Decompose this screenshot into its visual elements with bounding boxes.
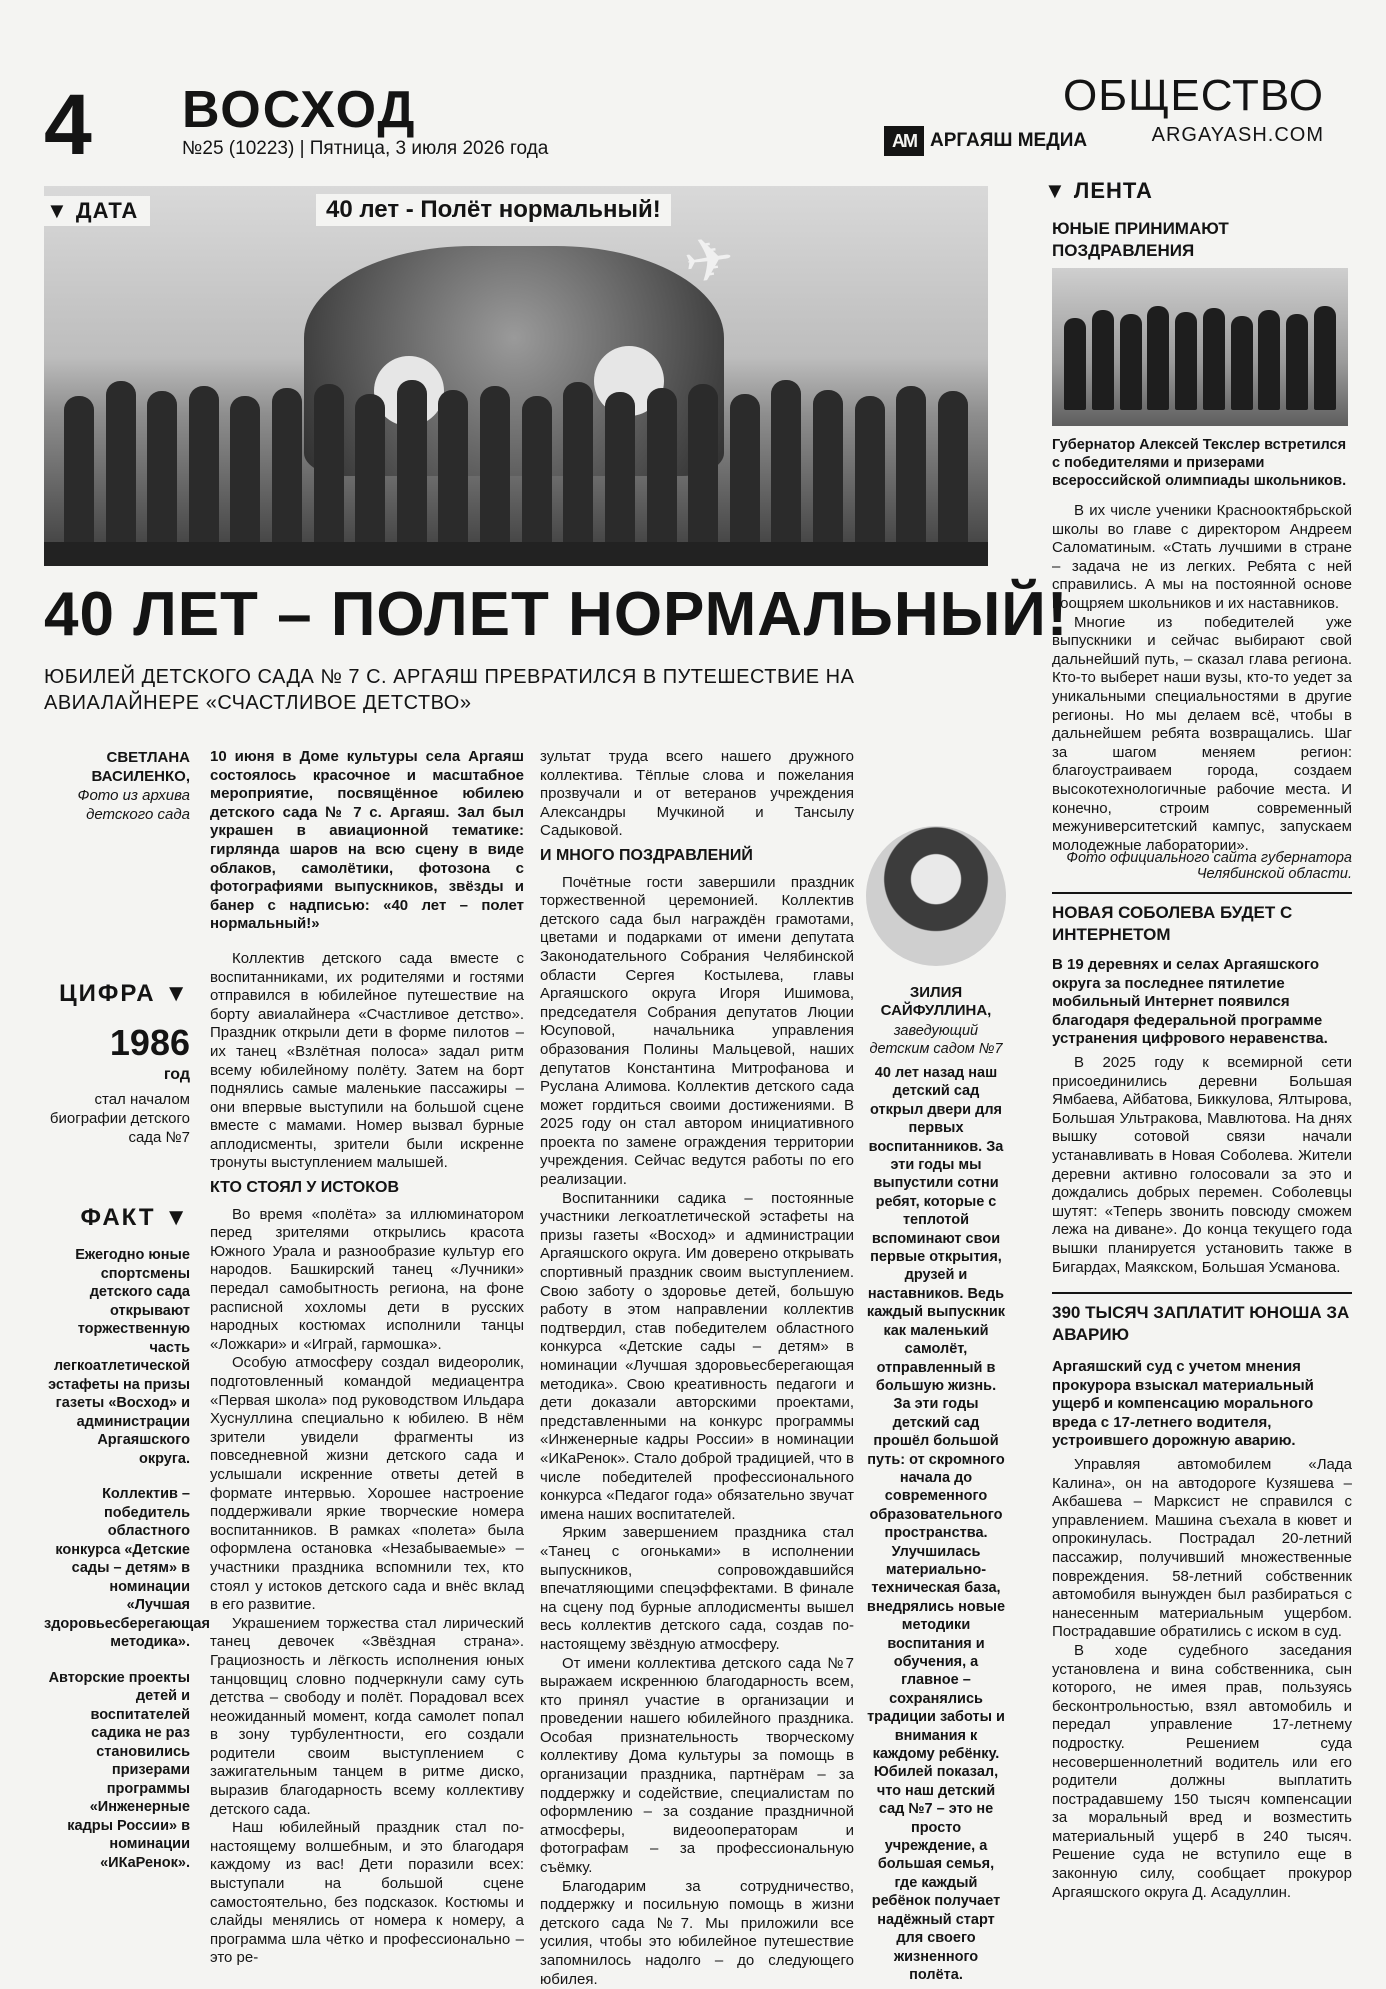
chevron-down-icon: ▼ bbox=[46, 198, 69, 223]
lenta-heading-label: ЛЕНТА bbox=[1073, 178, 1153, 203]
fact-paragraph: Коллектив – победитель областного конкурса «Детские сады – детям» в номинации «Лучшая здоровьесберегающая методика». bbox=[44, 1486, 210, 1650]
portrait-quote: 40 лет назад наш детский сад открыл двери для первых воспитанников. За эти годы мы выпустили сотни ребят, которые с теплотой вспоминают свои первые открытия, друзей и наставников. Ведь каждый выпускник как маленький самолёт, отправленный в большую жизнь. За эти годы детский сад прошёл большой путь: от скромного начала до современного образовательного пространства. Улучшилась материально-техническая база, внедрялись новые методики воспитания и обучения, а главное – сохранялись традиции заботы и внимания к каждому ребёнку. Юбилей показал, что наш детский сад №7 – это не просто учреждение, а большая семья, где каждый ребёнок получает надёжный старт для своего жизненного полёта. bbox=[866, 1065, 1006, 1983]
article-paragraph: Украшением торжества стал лирический танец девочек «Звёздная страна». Грациозность и лёгкость исполнения юных танцовщиц словно подчеркнули саму суть детства – свободу и полёт. Порадовал всех неожиданный момент, когда самолет попал в зону турбулентности, его создали родители своим выступлением с зажигательным танцем в ритме диско, выразив благодарность всему коллективу детского сада. bbox=[210, 1614, 524, 1818]
article-subheading: КТО СТОЯЛ У ИСТОКОВ bbox=[210, 1179, 400, 1197]
author-name: СВЕТЛАНА ВАСИЛЕНКО, bbox=[91, 749, 190, 785]
news-paragraph: Многие из победителей уже выпускники и сейчас выбирают свой дальнейший путь, – сказал глава региона. Кто-то выберет наши вузы, кто-то уедет за уникальными специальностями в другие регионы. Но мы делаем всё, чтобы в дальнейшем ребята возвращались. Шаг за шагом меняем регион: благоустраиваем города, создаем высокотехнологичные рабочие места. И конечно, строим современный межуниверситетский кампус, запускаем молодежные лаборатории». bbox=[1052, 613, 1352, 854]
photo-credit: Фото из архива детского сада bbox=[77, 787, 190, 823]
issue-line: №25 (10223) | Пятница, 3 июля 2026 года bbox=[182, 138, 549, 159]
article-column-1 bbox=[210, 748, 524, 1968]
byline bbox=[44, 748, 190, 824]
article-subheading: И МНОГО ПОЗДРАВЛЕНИЙ bbox=[540, 846, 753, 864]
fact-heading-label: ФАКТ bbox=[80, 1204, 156, 1231]
article-paragraph: Особую атмосферу создал видеоролик, подготовленный командой медиацентра «Первая школа» под руководством Ильдара Хуснуллина специально к юбилею. В нём зрители увидели фрагменты из повседневной жизни детского сада и услышали искренние ответы детей в формате интервью. Хорошее настроение поддерживали яркие творческие номера воспитанников. В рамках «полета» была оформлена остановка «Незабываемые» – участники праздника вспомнили тех, кто стоял у истоков детского сада и внёс вклад в его развитие. bbox=[210, 1354, 524, 1614]
article-headline: 40 ЛЕТ – ПОЛЕТ НОРМАЛЬНЫЙ! bbox=[44, 580, 1069, 649]
date-tag-label: ДАТА bbox=[75, 198, 139, 223]
article-paragraph: Ярким завершением праздника стал «Танец с огоньками» в исполнении выпускников, сопровождавшийся впечатляющими спецэффектами. В финале на сцену под бурные аплодисменты вышел весь коллектив детского сада, создав по-настоящему звёздную атмосферу. bbox=[540, 1524, 854, 1653]
hero-photo bbox=[44, 186, 988, 566]
photo-banner-text: 40 лет - Полёт нормальный! bbox=[316, 194, 671, 226]
news-paragraph: В ходе судебного заседания установлена и вина собственника, сын которого, не имея прав, пользуясь бесконтрольностью, взял автомобиль и передал управление 17-летнему подростку. Решением суда несовершеннолетний водитель или его родители должны выплатить пострадавшему 150 тысяч компенсации за моральный вред и возместить материальный ущерб в 240 тысяч. Решение суда не вступило еще в законную силу, сообщает прокурор Аргаяшского округа Д. Асадуллин. bbox=[1052, 1641, 1352, 1901]
news2-title: НОВАЯ СОБОЛЕВА БУДЕТ С ИНТЕРНЕТОМ bbox=[1052, 903, 1293, 944]
figure-text: стал началом биографии детского сада №7 bbox=[49, 1091, 190, 1146]
news1-photo bbox=[1052, 268, 1348, 426]
fact-paragraph: Авторские проекты детей и воспитателей садика не раз становились призерами программы «Инженерные кадры России» в номинации «ИКаРенок». bbox=[48, 1669, 190, 1871]
news3-body bbox=[1052, 1456, 1352, 1902]
news-paragraph: Управляя автомобилем «Лада Калина», он на автодороге Кузяшева – Акбашева – Марксист не справился с управлением. Машина съехала в кювет и опрокинулась. Пострадал 20-летний пассажир, получивший множественные повреждения. 58-летний собственник автомобиля вынужден был разбираться с нанесенным материальным ущербом. Пострадавшие обратились с иском в суд. bbox=[1052, 1456, 1352, 1641]
article-paragraph: Наш юбилейный праздник стал по-настоящему волшебным, и это благодаря каждому из вас! Дети поразили всех: выступали на большой сцене самостоятельно, без подсказок. Костюмы и слайды менялись от номера к номеру, а программа шла чётко и профессионально – это ре- bbox=[210, 1819, 524, 1967]
news1-title: ЮНЫЕ ПРИНИМАЮТ ПОЗДРАВЛЕНИЯ bbox=[1052, 219, 1229, 260]
news1-body bbox=[1052, 502, 1352, 855]
article-paragraph: От имени коллектива детского сада №7 выражаем искреннюю благодарность всем, кто принял участие в организации и проведении нашего юбилейного праздника. Особая признательность творческому коллективу Дома культуры за помощь в организации праздника, партнёрам – за поддержку и содействие, специалистам по оформлению – за создание праздничной атмосферы, видеооператорам и фотографам – за профессиональную съёмку. bbox=[540, 1654, 854, 1877]
article-paragraph: Воспитанники садика – постоянные участники легкоатлетической эстафеты на призы газеты «Восход» и администрации Аргаяшского округа. Им доверено открывать спортивный праздник своим выступлением. Свою заботу о здоровье детей, большую работу в этом направлении коллектив подтвердил, став победителем областного конкурса «Детские сады – детям» в номинации «Лучшая здоровьесберегающая методика». Свою креативность педагоги и дети доказали авторскими проектами, представленными на конкурс программы «Инженерные кадры России» в номинации «ИКаРенок». Стало доброй традицией, что в числе победителей профессионального конкурса «Педагог года» обязательно звучат имена наших воспитателей. bbox=[540, 1189, 854, 1523]
divider bbox=[1052, 892, 1352, 894]
article-paragraph: Коллектив детского сада вместе с воспитанниками, их родителями и гостями отправился в юбилейное путешествие на борту авиалайнера «Счастливое детство». Праздник открыли дети в форме пилотов – их танец «Взлётная полоса» задал ритм всему юбилейному полёту. Затем на борт поднялись самые маленькие пассажиры – они впервые выступили на большой сцене вместе с мамами. Номер вызвал бурные аплодисменты, зрители были искренне тронуты выступлением малышей. bbox=[210, 949, 524, 1172]
article-lead: 10 июня в Доме культуры села Аргаяш состоялось красочное и масштабное мероприятие, посвящённое юбилею детского сада № 7 с. Аргаяш. Зал был украшен в авиационной тематике: гирлянда шаров на всю сцену в виде облаков, самолётики, фотозона с фотографиями выпускников, звёзды и банер с надписью: «40 лет – полет нормальный!» bbox=[210, 748, 524, 933]
divider bbox=[1052, 1292, 1352, 1294]
news1-photo-credit: Фото официального сайта губернатора Челябинской области. bbox=[1066, 850, 1352, 882]
airplane-icon: ✈ bbox=[679, 223, 739, 298]
figure-heading-label: ЦИФРА bbox=[59, 980, 156, 1007]
figure-heading bbox=[44, 980, 190, 1008]
article-subhead: ЮБИЛЕЙ ДЕТСКОГО САДА № 7 С. АРГАЯШ ПРЕВРАТИЛСЯ В ПУТЕШЕСТВИЕ НА АВИАЛАЙНЕРЕ «СЧАСТЛИВОЕ ДЕТСТВО» bbox=[44, 666, 855, 714]
chevron-down-icon: ▼ bbox=[164, 1204, 190, 1231]
portrait-name: ЗИЛИЯ САЙФУЛЛИНА, bbox=[880, 984, 992, 1019]
chevron-down-icon: ▼ bbox=[164, 980, 190, 1007]
date-tag bbox=[40, 196, 150, 226]
news2-body bbox=[1052, 1054, 1352, 1277]
chevron-down-icon: ▼ bbox=[1044, 178, 1067, 203]
section-title: ОБЩЕСТВО bbox=[1063, 71, 1324, 120]
news3-title: 390 ТЫСЯЧ ЗАПЛАТИТ ЮНОША ЗА АВАРИЮ bbox=[1052, 1303, 1350, 1344]
news3-lead: Аргаяшский суд с учетом мнения прокурора взыскал материальный ущерб и компенсацию морального вреда с 17-летнего водителя, устроившего дорожную аварию. bbox=[1052, 1358, 1314, 1450]
media-logo bbox=[884, 126, 1087, 156]
news2-lead: В 19 деревнях и селах Аргаяшского округа за последнее пятилетие мобильный Интернет появился благодаря федеральной программе устранения цифрового неравенства. bbox=[1052, 956, 1328, 1048]
figure-number: 1986 bbox=[109, 1022, 190, 1063]
media-name: АРГАЯШ МЕДИА bbox=[930, 130, 1088, 151]
stage-floor bbox=[44, 542, 988, 566]
fact-paragraph: Ежегодно юные спортсмены детского сада открывают торжественную часть легкоатлетической эстафеты на призы газеты «Восход» и администрации Аргаяшского округа. bbox=[48, 1247, 190, 1467]
article-paragraph: зультат труда всего нашего дружного коллектива. Тёплые слова и пожелания прозвучали и от ветеранов учреждения Александры Мучкиной и Тансылу Садыковой. bbox=[540, 748, 854, 840]
news-paragraph: В их числе ученики Краснооктябрьской школы во главе с директором Андреем Саломатиным. «Стать лучшими в стране – задача не из легких. Ребята с ней справились. А мы на постоянной основе поощряем школьников и их наставников. bbox=[1052, 502, 1352, 612]
page-number: 4 bbox=[44, 77, 92, 173]
site-url[interactable]: ARGAYASH.COM bbox=[1151, 124, 1324, 146]
news-paragraph: В 2025 году к всемирной сети присоединились деревни Большая Ямбаева, Айбатова, Биккулова, Ялтырова, Большая Ультракова, Мавлютова. На днях вышку сотовой связи начали устанавливать в Новая Соболева. Жители деревни активно голосовали за это и дождались добрых перемен. Соболевцы шутят: «Теперь звонить повсюду сможем лежа на диване». До конца текущего года вышки планируется установить также в Бигардах, Маякском, Большая Усманова. bbox=[1052, 1054, 1352, 1276]
figure-unit: год bbox=[163, 1066, 190, 1083]
article-paragraph: Почётные гости завершили праздник торжественной церемонией. Коллектив детского сада был награждён грамотами, цветами и подарками от имени депутата Законодательного Собрания Челябинской области Сергея Костылева, главы Аргаяшского округа Игоря Ишимова, председателя Собрания депутатов Люции Юсуповой, начальника управления образования Полины Мальцевой, наших депутатов Константина Митрофанова и Руслана Алимова. Коллектив детского сада может гордиться своими достижениями. В 2025 году он стал автором инициативного проекта по замене ограждения территории учреждения. Сейчас ведутся работы по его реализации. bbox=[540, 873, 854, 1189]
newspaper-name: ВОСХОД bbox=[182, 81, 417, 139]
media-logo-mark: AM bbox=[884, 126, 924, 156]
fact-body bbox=[44, 1246, 210, 1889]
portrait-photo bbox=[866, 826, 1006, 966]
news1-caption: Губернатор Алексей Текслер встретился с победителями и призерами всероссийской олимпиады школьников. bbox=[1052, 437, 1347, 489]
article-paragraph: Во время «полёта» за иллюминатором перед зрителями открылись красота Южного Урала и разнообразие культур его народов. Башкирский танец «Лучники» передал самобытность региона, на фоне расписной хохломы дети в русских народных костюмах исполнили танцы «Ложкари» и «Играй, гармошка». bbox=[210, 1205, 524, 1353]
article-column-2 bbox=[540, 748, 854, 1989]
group-of-people bbox=[1064, 300, 1336, 410]
article-paragraph: Благодарим за сотрудничество, поддержку и посильную помощь в жизни детского сада №7. Мы приложили все усилия, чтобы это юбилейное путешествие запомнилось надолго – до следующего юбилея. bbox=[540, 1877, 854, 1988]
portrait-role: заведующий детским садом №7 bbox=[869, 1023, 1003, 1057]
fact-heading bbox=[44, 1204, 190, 1232]
group-of-people bbox=[64, 356, 968, 546]
lenta-heading bbox=[1044, 178, 1153, 204]
